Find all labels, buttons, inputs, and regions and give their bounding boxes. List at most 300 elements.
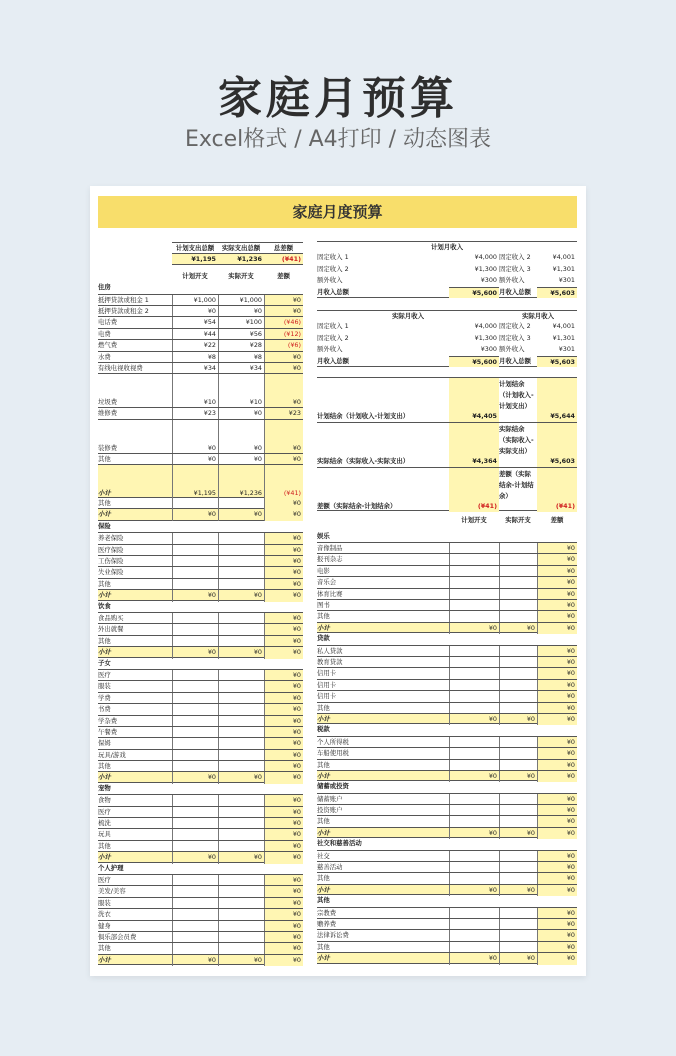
diff-cell: ¥0 (264, 624, 303, 635)
planned-cell[interactable]: ¥0 (172, 852, 218, 863)
planned-cell[interactable]: ¥23 (172, 408, 218, 419)
row-label: 储蓄账户 (317, 794, 343, 803)
diff-cell: ¥0 (264, 613, 303, 624)
diff-cell: ¥0 (537, 748, 577, 759)
row-label: 其他 (317, 874, 330, 883)
diff-cell: ¥0 (264, 829, 303, 840)
subtotal-row (98, 851, 303, 862)
table-row (317, 656, 577, 667)
row-label: 其他 (98, 499, 111, 508)
subtotal-row (98, 589, 303, 600)
row-label: 美发/美容 (98, 887, 126, 896)
income-label-2: 固定收入 3 (499, 264, 531, 273)
col-header-diff: 差额 (277, 271, 290, 280)
col-header-actual: 实际开支 (505, 516, 531, 525)
section-title: 社交和慈善活动 (317, 839, 362, 848)
row-label: 抵押贷款或租金 1 (98, 295, 149, 304)
actual-cell[interactable]: ¥0 (499, 771, 537, 782)
actual-income-heading: 实际月收入 (392, 311, 424, 320)
diff-cell: ¥0 (264, 955, 303, 966)
table-row (317, 679, 577, 690)
planned-cell[interactable]: ¥0 (172, 955, 218, 966)
section-title (317, 838, 577, 849)
section-title: 子女 (98, 658, 111, 667)
table-row (98, 612, 303, 623)
diff-cell: ¥0 (537, 646, 577, 657)
planned-cell[interactable]: ¥0 (449, 953, 499, 964)
diff-cell: ¥0 (537, 873, 577, 884)
actual-cell[interactable]: ¥0 (218, 306, 264, 317)
balance-row (317, 422, 577, 466)
actual-cell[interactable]: ¥0 (499, 953, 537, 964)
table-row (98, 942, 303, 953)
row-label: 个人所得税 (317, 737, 349, 746)
actual-cell[interactable]: ¥0 (218, 454, 264, 465)
diff-cell: ¥0 (537, 680, 577, 691)
row-label: 维修费 (98, 409, 118, 418)
diff-cell: ¥0 (264, 932, 303, 943)
diff-cell: ¥0 (537, 737, 577, 748)
income-value-2[interactable]: ¥1,301 (552, 333, 575, 342)
balance-value-2: ¥5,644 (537, 378, 577, 422)
actual-cell[interactable]: ¥1,236 (218, 465, 264, 499)
income-label-2: 月收入总额 (499, 356, 531, 365)
row-label: 水费 (98, 352, 111, 361)
subtotal-row (98, 646, 303, 657)
diff-cell: ¥0 (537, 611, 577, 622)
diff-cell: ¥0 (264, 875, 303, 886)
table-row (98, 532, 303, 543)
table-row (98, 874, 303, 885)
planned-cell[interactable]: ¥1,195 (172, 465, 218, 499)
diff-cell: ¥0 (264, 795, 303, 806)
table-row (98, 362, 303, 373)
section-title: 保险 (98, 521, 111, 530)
row-label: 食品购买 (98, 613, 124, 622)
row-label: 电影 (317, 566, 330, 575)
row-label: 小计 (317, 885, 330, 894)
table-row (98, 578, 303, 589)
table-row (317, 918, 577, 929)
subtotal-row (317, 827, 577, 838)
actual-cell[interactable]: ¥28 (218, 340, 264, 351)
balance-label: 差额（实际结余-计划结余） (317, 501, 397, 510)
row-label: 其他 (98, 762, 111, 771)
balance-label: 实际结余（实际收入-实际支出） (317, 456, 410, 465)
actual-cell[interactable]: ¥0 (218, 647, 264, 658)
diff-cell: ¥0 (264, 670, 303, 681)
col-header-planned: 计划开支 (461, 516, 487, 525)
row-label: 其他 (317, 817, 330, 826)
planned-cell[interactable] (172, 498, 218, 509)
diff-cell: ¥0 (537, 577, 577, 588)
diff-cell: ¥0 (264, 841, 303, 852)
row-label: 社交 (317, 851, 330, 860)
table-row (98, 715, 303, 726)
income-value-2[interactable]: ¥5,603 (537, 287, 577, 298)
planned-cell[interactable]: ¥0 (172, 420, 218, 454)
row-label: 洗衣 (98, 910, 111, 919)
diff-cell: (¥12) (264, 329, 303, 340)
diff-cell: ¥0 (537, 942, 577, 953)
income-label-2: 固定收入 2 (499, 253, 531, 262)
row-label: 小计 (98, 489, 111, 498)
actual-cell[interactable]: ¥100 (218, 317, 264, 328)
diff-cell: ¥0 (264, 420, 303, 454)
diff-cell: ¥0 (537, 623, 577, 634)
row-label: 梳洗 (98, 819, 111, 828)
diff-cell: ¥0 (264, 579, 303, 590)
balance-value: ¥4,364 (449, 423, 499, 467)
planned-cell[interactable]: ¥0 (449, 623, 499, 634)
table-row (98, 749, 303, 760)
section-title (317, 781, 577, 792)
row-label: 其他 (98, 841, 111, 850)
section-title (98, 863, 303, 874)
row-label: 服装 (98, 682, 111, 691)
balance-label-2 (499, 468, 537, 512)
row-label: 食物 (98, 796, 111, 805)
table-row (317, 565, 577, 576)
actual-cell[interactable]: ¥56 (218, 329, 264, 340)
actual-cell[interactable]: ¥0 (218, 509, 264, 520)
income-row (317, 287, 577, 298)
income-value-2[interactable]: ¥301 (558, 276, 575, 285)
income-label: 月收入总额 (317, 287, 349, 296)
table-row (98, 419, 303, 453)
row-label: 图书 (317, 601, 330, 610)
row-label: 其他 (98, 454, 111, 463)
row-label: 小计 (317, 714, 330, 723)
row-label: 学杂费 (98, 716, 118, 725)
table-row (98, 453, 303, 464)
income-value[interactable]: ¥4,000 (474, 322, 497, 331)
table-row (317, 793, 577, 804)
diff-cell: ¥0 (537, 554, 577, 565)
actual-income-heading-2: 实际月收入 (522, 311, 554, 320)
row-label: 保姆 (98, 739, 111, 748)
actual-cell[interactable]: ¥8 (218, 352, 264, 363)
row-label: 医疗 (98, 875, 111, 884)
planned-cell[interactable]: ¥0 (172, 647, 218, 658)
planned-cell[interactable]: ¥0 (449, 714, 499, 725)
income-value[interactable]: ¥300 (480, 345, 497, 354)
row-label: 音像制品 (317, 544, 343, 553)
actual-cell[interactable] (218, 498, 264, 509)
planned-cell[interactable]: ¥10 (172, 374, 218, 408)
summary-values-row (98, 253, 303, 264)
subtotal-row (317, 713, 577, 724)
planned-cell[interactable]: ¥0 (449, 771, 499, 782)
row-label: 电话费 (98, 318, 118, 327)
summary-planned-total: ¥1,195 (172, 253, 218, 264)
table-row (98, 555, 303, 566)
row-label: 小计 (98, 955, 111, 964)
income-value[interactable]: ¥1,300 (474, 333, 497, 342)
label-line: 差额（实际 (499, 469, 531, 478)
row-label: 垃圾费 (98, 398, 118, 407)
row-label: 工伤保险 (98, 557, 124, 566)
income-label-2: 额外收入 (499, 345, 525, 354)
summary-actual-total: ¥1,236 (218, 253, 264, 264)
balance-value: (¥41) (449, 468, 499, 512)
actual-cell[interactable]: ¥0 (499, 885, 537, 896)
diff-cell: ¥0 (264, 852, 303, 863)
income-row (317, 275, 577, 286)
row-label: 其他 (98, 944, 111, 953)
row-label: 抵押贷款或租金 2 (98, 306, 149, 315)
actual-cell[interactable]: ¥0 (218, 408, 264, 419)
row-label: 小计 (98, 648, 111, 657)
diff-cell: ¥0 (264, 909, 303, 920)
row-label: 私人贷款 (317, 646, 343, 655)
planned-cell[interactable]: ¥54 (172, 317, 218, 328)
diff-cell: ¥0 (264, 886, 303, 897)
table-row (317, 588, 577, 599)
row-label: 有线电视收视费 (98, 363, 143, 372)
budget-sheet (90, 186, 586, 976)
income-value-2[interactable]: ¥4,001 (552, 322, 575, 331)
table-row (98, 339, 303, 350)
planned-cell[interactable]: ¥0 (172, 306, 218, 317)
section-title: 其他 (317, 896, 330, 905)
income-label: 额外收入 (317, 276, 343, 285)
row-label: 健身 (98, 921, 111, 930)
balance-row (317, 377, 577, 421)
row-label: 外出就餐 (98, 625, 124, 634)
diff-cell: ¥0 (264, 693, 303, 704)
table-row (98, 897, 303, 908)
actual-cell[interactable]: ¥1,000 (218, 295, 264, 306)
income-label: 固定收入 1 (317, 322, 349, 331)
table-row (317, 667, 577, 678)
diff-cell: ¥0 (537, 566, 577, 577)
diff-cell: ¥0 (537, 794, 577, 805)
diff-cell: ¥0 (537, 885, 577, 896)
income-value[interactable]: ¥5,600 (449, 287, 499, 298)
row-label: 小计 (317, 771, 330, 780)
table-row (98, 566, 303, 577)
row-label: 其他 (98, 636, 111, 645)
row-label: 养老保险 (98, 534, 124, 543)
table-row (98, 828, 303, 839)
actual-cell[interactable]: ¥34 (218, 363, 264, 374)
income-label: 固定收入 2 (317, 333, 349, 342)
subtotal-row (98, 464, 303, 498)
section-title: 宠物 (98, 783, 111, 792)
table-row (317, 861, 577, 872)
row-label: 小计 (317, 828, 330, 837)
actual-cell[interactable]: ¥0 (218, 955, 264, 966)
section-title: 税款 (317, 725, 330, 734)
balance-value: ¥4,405 (449, 378, 499, 422)
planned-cell[interactable]: ¥0 (449, 828, 499, 839)
diff-cell: ¥0 (537, 714, 577, 725)
actual-cell[interactable]: ¥0 (499, 623, 537, 634)
row-label: 体育比赛 (317, 589, 343, 598)
row-label: 教育贷款 (317, 657, 343, 666)
diff-cell: ¥0 (264, 727, 303, 738)
actual-cell[interactable]: ¥0 (499, 714, 537, 725)
diff-cell: ¥0 (264, 921, 303, 932)
diff-cell: ¥0 (264, 567, 303, 578)
right-column (317, 240, 577, 964)
income-row (317, 264, 577, 275)
diff-cell: ¥0 (537, 543, 577, 554)
income-value[interactable]: ¥300 (480, 276, 497, 285)
diff-cell: ¥0 (264, 556, 303, 567)
table-row (98, 623, 303, 634)
planned-cell[interactable]: ¥0 (172, 454, 218, 465)
diff-cell: ¥0 (537, 862, 577, 873)
income-value[interactable]: ¥5,600 (449, 356, 499, 367)
table-row (98, 726, 303, 737)
actual-cell[interactable]: ¥0 (218, 772, 264, 783)
label-line: 计划支出） (499, 401, 531, 410)
table-row (317, 815, 577, 826)
section-title: 饮食 (98, 601, 111, 610)
section-title: 住房 (98, 283, 111, 292)
diff-cell: ¥0 (264, 647, 303, 658)
table-row (98, 737, 303, 748)
actual-cell[interactable]: ¥0 (499, 828, 537, 839)
row-label: 小计 (98, 853, 111, 862)
diff-cell: ¥0 (264, 761, 303, 772)
table-row (317, 941, 577, 952)
diff-cell: ¥0 (537, 668, 577, 679)
diff-cell: ¥0 (264, 943, 303, 954)
section-title (317, 724, 577, 735)
actual-cell[interactable]: ¥0 (218, 590, 264, 601)
planned-cell[interactable]: ¥34 (172, 363, 218, 374)
diff-cell: ¥0 (537, 589, 577, 600)
section-title (317, 531, 577, 542)
row-label: 装修费 (98, 443, 118, 452)
section-title (98, 783, 303, 794)
label-line: 计划结余 (499, 379, 525, 388)
label-line: 实际结余 (499, 424, 525, 433)
planned-cell[interactable]: ¥0 (172, 509, 218, 520)
diff-cell: ¥0 (537, 828, 577, 839)
diff-cell: ¥0 (264, 704, 303, 715)
income-row (317, 252, 577, 263)
section-title: 个人护理 (98, 863, 124, 872)
planned-cell[interactable]: ¥22 (172, 340, 218, 351)
table-row (317, 850, 577, 861)
section-title (317, 895, 577, 906)
planned-cell[interactable]: ¥0 (449, 885, 499, 896)
table-row (98, 407, 303, 418)
row-label: 慈善活动 (317, 863, 343, 872)
label-line: 实际支出） (499, 446, 531, 455)
table-row (98, 908, 303, 919)
table-row (98, 498, 303, 509)
income-label: 月收入总额 (317, 356, 349, 365)
actual-cell[interactable]: ¥0 (218, 852, 264, 863)
income-value[interactable]: ¥4,000 (474, 253, 497, 262)
row-label: 赡养费 (317, 919, 337, 928)
summary-header-diff: 总差额 (264, 242, 303, 253)
row-label: 午餐费 (98, 727, 118, 736)
row-label: 服装 (98, 898, 111, 907)
diff-cell: ¥0 (537, 691, 577, 702)
table-row (317, 610, 577, 621)
diff-cell: ¥0 (264, 738, 303, 749)
table-row (317, 542, 577, 553)
planned-cell[interactable]: ¥8 (172, 352, 218, 363)
balance-value-2: (¥41) (537, 468, 577, 512)
diff-cell: ¥0 (264, 716, 303, 727)
table-row (98, 806, 303, 817)
income-value-2[interactable]: ¥5,603 (537, 356, 577, 367)
row-label: 医疗 (98, 670, 111, 679)
balance-label-2 (499, 423, 537, 467)
table-row (98, 931, 303, 942)
planned-cell[interactable]: ¥1,000 (172, 295, 218, 306)
section-title (98, 521, 303, 532)
table-row (317, 736, 577, 747)
diff-cell: ¥0 (264, 509, 303, 520)
diff-cell: ¥0 (537, 919, 577, 930)
summary-header-row (98, 242, 303, 253)
diff-cell: ¥0 (537, 930, 577, 941)
table-row (317, 690, 577, 701)
table-row (98, 817, 303, 828)
col-header-diff: 差额 (550, 516, 564, 525)
row-label: 玩具/游戏 (98, 750, 126, 759)
row-label: 信用卡 (317, 680, 337, 689)
planned-cell[interactable]: ¥0 (172, 590, 218, 601)
income-label-2: 月收入总额 (499, 287, 531, 296)
table-row (98, 692, 303, 703)
income-value-2[interactable]: ¥1,301 (552, 264, 575, 273)
page-title: 家庭月预算 (218, 73, 458, 124)
subtotal-row (317, 770, 577, 781)
diff-cell: ¥0 (264, 818, 303, 829)
table-row (98, 328, 303, 339)
actual-cell[interactable]: ¥10 (218, 374, 264, 408)
diff-cell: ¥0 (537, 771, 577, 782)
income-label: 额外收入 (317, 345, 343, 354)
section-title (317, 633, 577, 644)
row-label: 小计 (98, 591, 111, 600)
table-row (317, 929, 577, 940)
diff-cell: ¥23 (264, 408, 303, 419)
income-row (317, 333, 577, 344)
label-line: 结余-计划结 (499, 480, 534, 489)
balance-value-2: ¥5,603 (537, 423, 577, 467)
label-line: 余） (499, 491, 512, 500)
row-label: 小计 (317, 954, 330, 963)
actual-cell[interactable]: ¥0 (218, 420, 264, 454)
sheet-title: 家庭月度预算 (98, 196, 577, 228)
income-row (317, 321, 577, 332)
spacer (317, 298, 577, 310)
planned-cell[interactable]: ¥0 (172, 772, 218, 783)
income-value[interactable]: ¥1,300 (474, 264, 497, 273)
table-row (98, 351, 303, 362)
diff-cell: ¥0 (537, 657, 577, 668)
spacer (317, 367, 577, 377)
section-title: 储蓄或投资 (317, 782, 349, 791)
balance-row (317, 467, 577, 511)
planned-cell[interactable]: ¥44 (172, 329, 218, 340)
income-label: 固定收入 1 (317, 253, 349, 262)
label-line: （计划收入- (499, 390, 534, 399)
income-value-2[interactable]: ¥4,001 (552, 253, 575, 262)
income-value-2[interactable]: ¥301 (558, 345, 575, 354)
diff-cell: ¥0 (264, 295, 303, 306)
